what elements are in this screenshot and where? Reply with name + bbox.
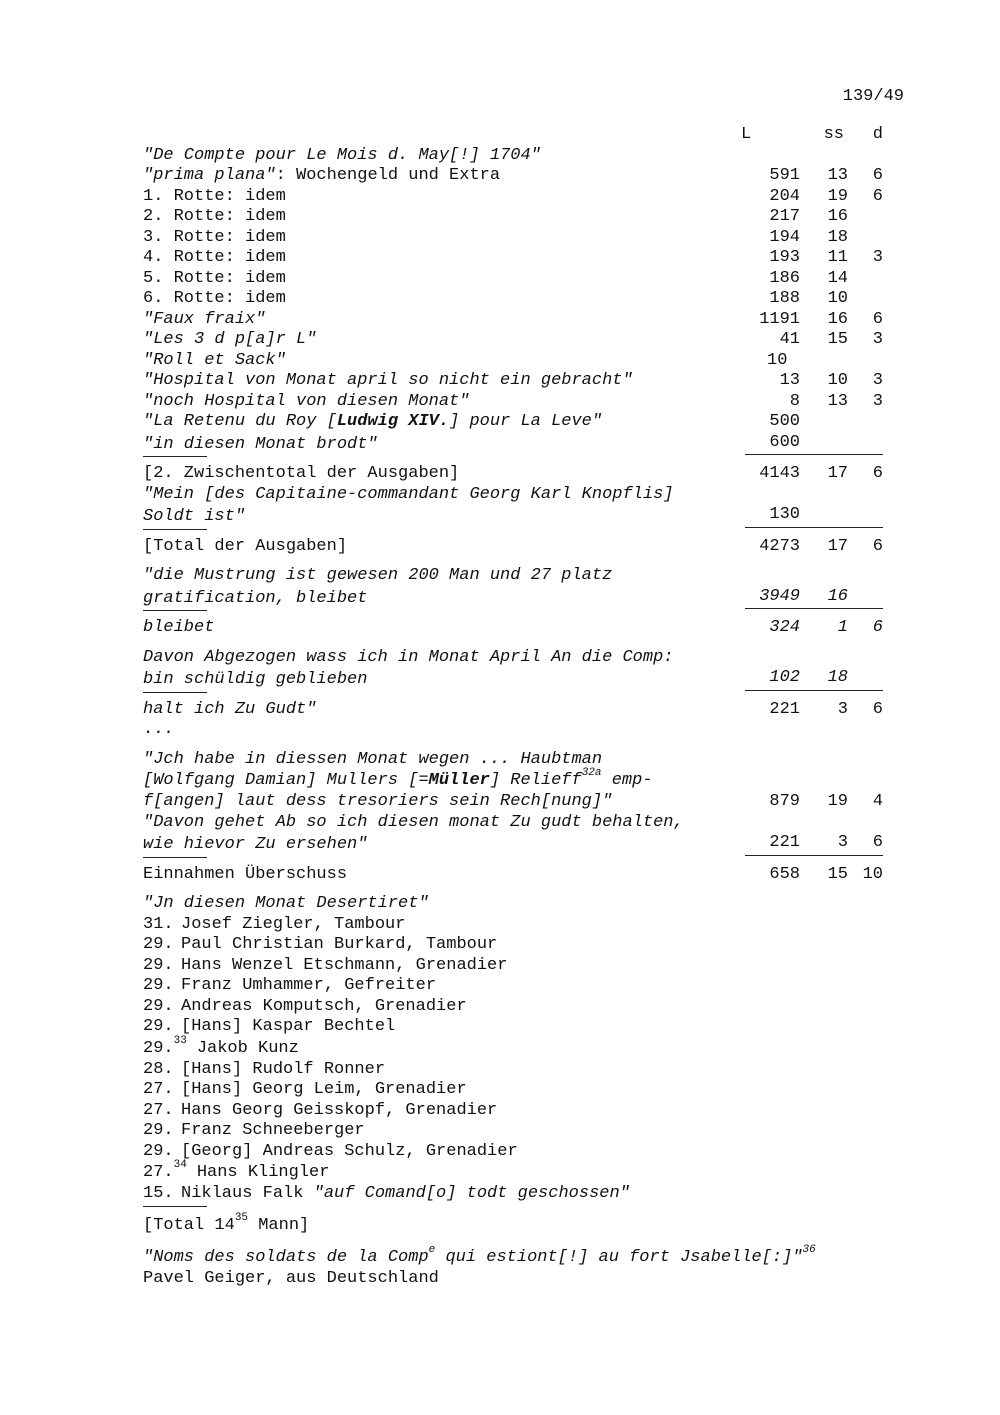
row-gudt: halt ich Zu Gudt" 221 3 6 <box>143 699 883 719</box>
row-bleibet: bleibet 324 1 6 <box>143 618 883 637</box>
list-item: 27.34 Hans Klingler <box>143 1159 330 1182</box>
row-extra: "noch Hospital von diesen Monat" 8 13 3 <box>143 391 883 411</box>
list-item: 29. [Georg] Andreas Schulz, Grenadier <box>143 1141 518 1161</box>
ledger <box>143 125 883 1289</box>
list-item: 15. Niklaus Falk "auf Comand[o] todt geschossen" <box>143 1184 883 1205</box>
list-item: 29. Andreas Komputsch, Grenadier <box>143 996 467 1016</box>
col-header-ss: ss <box>823 125 844 144</box>
row-abgezogen: bin schüldig geblieben 102 18 <box>143 668 883 691</box>
row-last-line: Pavel Geiger, aus Deutschland <box>143 1268 439 1288</box>
page-number: 139/49 <box>842 87 904 106</box>
row-total-mann: [Total $14^{35}$ Mann] <box>143 1211 310 1235</box>
row-extra: "Les 3 d p[a]r L" 41 15 3 <box>143 330 883 349</box>
row-mullers-line1: "Jch habe in diessen Monat wegen ... Haubtman <box>143 749 603 769</box>
row-mullers: f[angen] laut dess tresoriers sein Rech[nung]" 879 19 4 <box>143 792 883 811</box>
row-brodt: "in diesen Monat brodt" 600 <box>143 433 883 456</box>
list-item: 29.33 Jakob Kunz <box>143 1034 299 1058</box>
list-item: 29. [Hans] Kaspar Bechtel <box>143 1017 396 1036</box>
list-item: 29. Franz Schneeberger <box>143 1121 365 1140</box>
row-mustrung-line1: "die Mustrung ist gewesen 200 Man und 27 platz <box>143 566 613 585</box>
row-retenu: "La Retenu du Roy [Ludwig XIV.] pour La Leve" 500 <box>143 412 800 431</box>
row-rotte: 6. Rotte: idem 188 10 <box>143 289 848 308</box>
row-rotte: 1. Rotte: idem 204 19 6 <box>143 186 883 206</box>
list-item: 29. Paul Christian Burkard, Tambour <box>143 935 498 954</box>
row-prima-plana: "prima plana": Wochengeld und Extra 591 13 6 <box>143 166 883 185</box>
row-extra: "Faux fraix" 1191 16 6 <box>143 309 883 329</box>
list-item: 28. [Hans] Rudolf Ronner <box>143 1059 386 1079</box>
row-extra: "Hospital von Monat april so nicht ein gebracht" 13 10 3 <box>143 371 883 390</box>
row-behalten: wie hievor Zu ersehen" 221 3 6 <box>143 833 883 854</box>
col-header-l: L <box>741 125 752 144</box>
row-extra: "Roll et Sack" 10 <box>143 350 788 370</box>
row-zwischentotal: [2. Zwischentotal der Ausgaben] 4143 17 6 <box>143 464 883 483</box>
col-header-d: d <box>872 125 883 144</box>
deserted-title: "Jn diesen Monat Desertiret" <box>143 894 429 913</box>
row-rotte: 2. Rotte: idem 217 16 <box>143 207 848 226</box>
row-sold-line1: "Mein [des Capitaine-commandant Georg Karl Knopflis] <box>143 484 674 504</box>
row-mullers-line2: [Wolfgang Damian] Mullers [=Müller] Relieff$^{32a}$ emp- <box>143 767 653 790</box>
row-total-ausgaben: [Total der Ausgaben] 4273 17 6 <box>143 536 883 556</box>
row-abgezogen-line1: Davon Abgezogen wass ich in Monat April An die Comp: <box>143 647 674 667</box>
list-item: 31. Josef Ziegler, Tambour <box>143 914 406 934</box>
row-rotte: 5. Rotte: idem 186 14 <box>143 268 848 288</box>
row-behalten-line1: "Davon gehet Ab so ich diesen monat Zu gudt behalten, <box>143 812 684 832</box>
column-header-row <box>143 125 883 146</box>
list-item: 27. Hans Georg Geisskopf, Grenadier <box>143 1100 498 1120</box>
row-rotte: 4. Rotte: idem 193 11 3 <box>143 248 883 267</box>
list-item: 29. Franz Umhammer, Gefreiter <box>143 976 437 995</box>
row-ueberschuss: Einnahmen Überschuss 658 15 10 <box>143 864 883 884</box>
row-rotte: 3. Rotte: idem 194 18 <box>143 227 848 247</box>
list-item: 27. [Hans] Georg Leim, Grenadier <box>143 1080 467 1099</box>
list-item: 29. Hans Wenzel Etschmann, Grenadier <box>143 955 508 975</box>
deserted-list <box>143 915 883 1205</box>
row-noms: "Noms des soldats de la Comp$^e$ qui estiont[!] au fort Jsabelle[:]"$^{36}$ <box>143 1243 816 1267</box>
row-ellipsis: ... <box>143 720 174 739</box>
row-sold: Soldt ist" 130 <box>143 505 883 528</box>
ledger-title: "De Compte pour Le Mois d. May[!] 1704" <box>143 145 541 165</box>
row-mustrung: gratification, bleibet 3949 16 <box>143 587 883 610</box>
